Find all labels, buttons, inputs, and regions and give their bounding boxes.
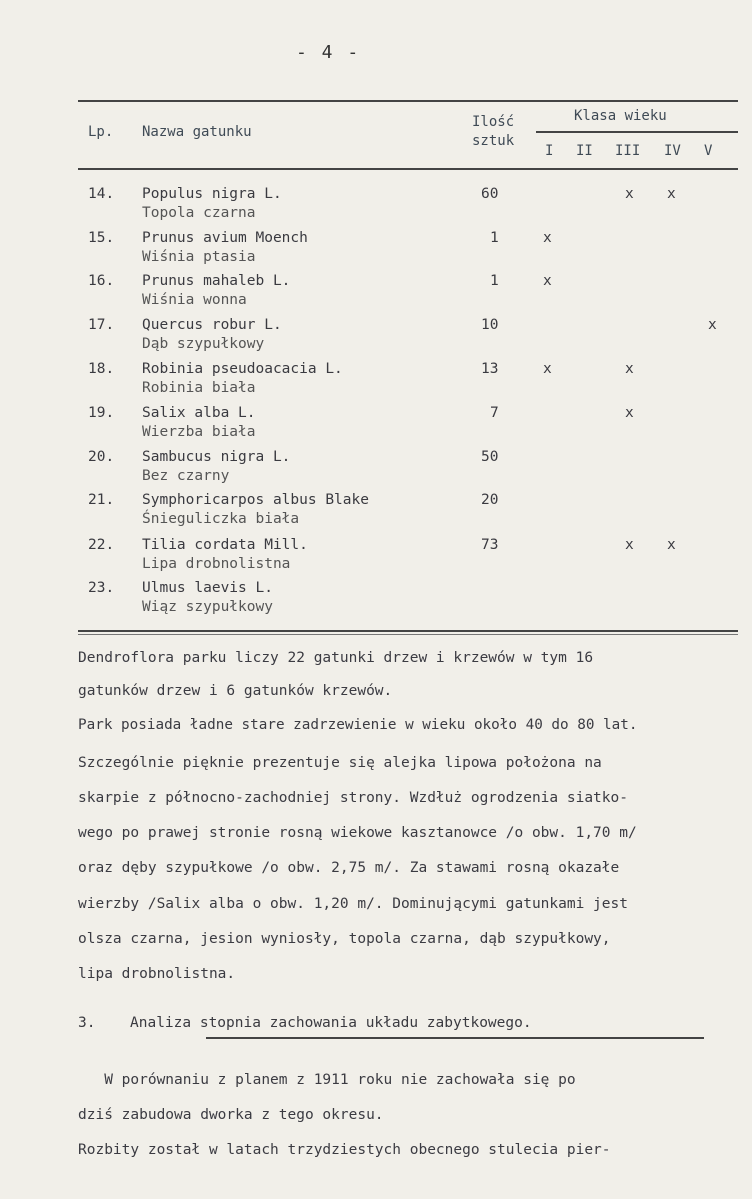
paragraph-line: W porównaniu z planem z 1911 roku nie zachowała się po xyxy=(78,1072,576,1088)
row-quantity: 20 xyxy=(481,492,499,508)
table-top-rule xyxy=(78,100,738,102)
header-class-5: V xyxy=(704,143,713,159)
section-heading xyxy=(78,1015,532,1031)
row-mark-class-1: x xyxy=(543,230,552,246)
row-polish-name: Wiśnia wonna xyxy=(142,292,247,308)
table-row xyxy=(0,580,752,622)
row-mark-class-4: x xyxy=(667,186,676,202)
table-row xyxy=(0,492,752,534)
row-latin-name: Prunus avium Moench xyxy=(142,230,308,246)
row-polish-name: Robinia biała xyxy=(142,380,256,396)
row-polish-name: Wierzba biała xyxy=(142,424,256,440)
row-latin-name: Sambucus nigra L. xyxy=(142,449,291,465)
row-quantity: 13 xyxy=(481,361,499,377)
paragraph-line: oraz dęby szypułkowe /o obw. 2,75 m/. Za stawami rosną okazałe xyxy=(78,860,620,876)
row-mark-class-3: x xyxy=(625,405,634,421)
row-polish-name: Wiśnia ptasia xyxy=(142,249,256,265)
paragraph-line: wierzby /Salix alba o obw. 1,20 m/. Dominującymi gatunkami jest xyxy=(78,896,628,912)
row-lp: 16. xyxy=(88,273,115,289)
paragraph-line: Rozbity został w latach trzydziestych obecnego stulecia pier- xyxy=(78,1142,611,1158)
row-latin-name: Prunus mahaleb L. xyxy=(142,273,291,289)
header-name: Nazwa gatunku xyxy=(142,124,252,140)
row-polish-name: Dąb szypułkowy xyxy=(142,336,265,352)
paragraph-line: wego po prawej stronie rosną wiekowe kasztanowce /o obw. 1,70 m/ xyxy=(78,825,637,841)
row-lp: 20. xyxy=(88,449,115,465)
row-polish-name: Topola czarna xyxy=(142,205,256,221)
table-row xyxy=(0,317,752,359)
row-quantity: 73 xyxy=(481,537,499,553)
paragraph-line: Dendroflora parku liczy 22 gatunki drzew i krzewów w tym 16 xyxy=(78,650,594,666)
row-quantity: 10 xyxy=(481,317,499,333)
row-mark-class-3: x xyxy=(625,537,634,553)
paragraph-line: dziś zabudowa dworka z tego okresu. xyxy=(78,1107,384,1123)
table-bottom-rule-2 xyxy=(78,634,738,635)
paragraph-line: skarpie z północno-zachodniej strony. Wzdłuż ogrodzenia siatko- xyxy=(78,790,628,806)
row-latin-name: Ulmus laevis L. xyxy=(142,580,273,596)
page-number: - 4 - xyxy=(296,42,361,63)
row-lp: 23. xyxy=(88,580,115,596)
section-title: Analiza stopnia zachowania układu zabytkowego. xyxy=(130,1015,532,1031)
table-row xyxy=(0,449,752,491)
row-quantity: 7 xyxy=(490,405,499,421)
header-class-4: IV xyxy=(664,143,681,159)
row-latin-name: Quercus robur L. xyxy=(142,317,282,333)
row-polish-name: Bez czarny xyxy=(142,468,230,484)
row-lp: 18. xyxy=(88,361,115,377)
row-latin-name: Populus nigra L. xyxy=(142,186,282,202)
row-mark-class-3: x xyxy=(625,186,634,202)
row-lp: 22. xyxy=(88,537,115,553)
row-latin-name: Symphoricarpos albus Blake xyxy=(142,492,369,508)
row-mark-class-1: x xyxy=(543,361,552,377)
row-mark-class-4: x xyxy=(667,537,676,553)
row-lp: 14. xyxy=(88,186,115,202)
row-mark-class-5: x xyxy=(708,317,717,333)
row-lp: 21. xyxy=(88,492,115,508)
table-row xyxy=(0,537,752,579)
row-mark-class-3: x xyxy=(625,361,634,377)
row-polish-name: Śnieguliczka biała xyxy=(142,511,300,527)
age-class-rule xyxy=(536,131,738,133)
row-mark-class-1: x xyxy=(543,273,552,289)
row-quantity: 60 xyxy=(481,186,499,202)
paragraph-line: Szczególnie pięknie prezentuje się alejka lipowa położona na xyxy=(78,755,602,771)
table-bottom-rule xyxy=(78,630,738,632)
table-row xyxy=(0,230,752,272)
table-row xyxy=(0,186,752,228)
row-latin-name: Tilia cordata Mill. xyxy=(142,537,308,553)
table-row xyxy=(0,273,752,315)
row-quantity: 1 xyxy=(490,230,499,246)
table-header-rule xyxy=(78,168,738,170)
paragraph-line: Park posiada ładne stare zadrzewienie w wieku około 40 do 80 lat. xyxy=(78,717,638,733)
header-lp: Lp. xyxy=(88,124,114,140)
row-quantity: 1 xyxy=(490,273,499,289)
table-row xyxy=(0,405,752,447)
row-lp: 17. xyxy=(88,317,115,333)
header-class-2: II xyxy=(576,143,593,159)
header-age-class: Klasa wieku xyxy=(574,108,667,124)
paragraph-line: lipa drobnolistna. xyxy=(78,966,236,982)
header-qty-line2: sztuk xyxy=(472,133,515,149)
section-number: 3. xyxy=(78,1015,96,1031)
section-title-underline xyxy=(206,1037,704,1039)
row-quantity: 50 xyxy=(481,449,499,465)
row-lp: 19. xyxy=(88,405,115,421)
row-latin-name: Salix alba L. xyxy=(142,405,256,421)
row-polish-name: Wiąz szypułkowy xyxy=(142,599,273,615)
paragraph-line: olsza czarna, jesion wyniosły, topola czarna, dąb szypułkowy, xyxy=(78,931,611,947)
row-lp: 15. xyxy=(88,230,115,246)
header-class-3: III xyxy=(615,143,641,159)
paragraph-line: gatunków drzew i 6 gatunków krzewów. xyxy=(78,683,393,699)
header-class-1: I xyxy=(545,143,554,159)
row-latin-name: Robinia pseudoacacia L. xyxy=(142,361,343,377)
row-polish-name: Lipa drobnolistna xyxy=(142,556,291,572)
header-qty-line1: Ilość xyxy=(472,114,515,130)
table-row xyxy=(0,361,752,403)
